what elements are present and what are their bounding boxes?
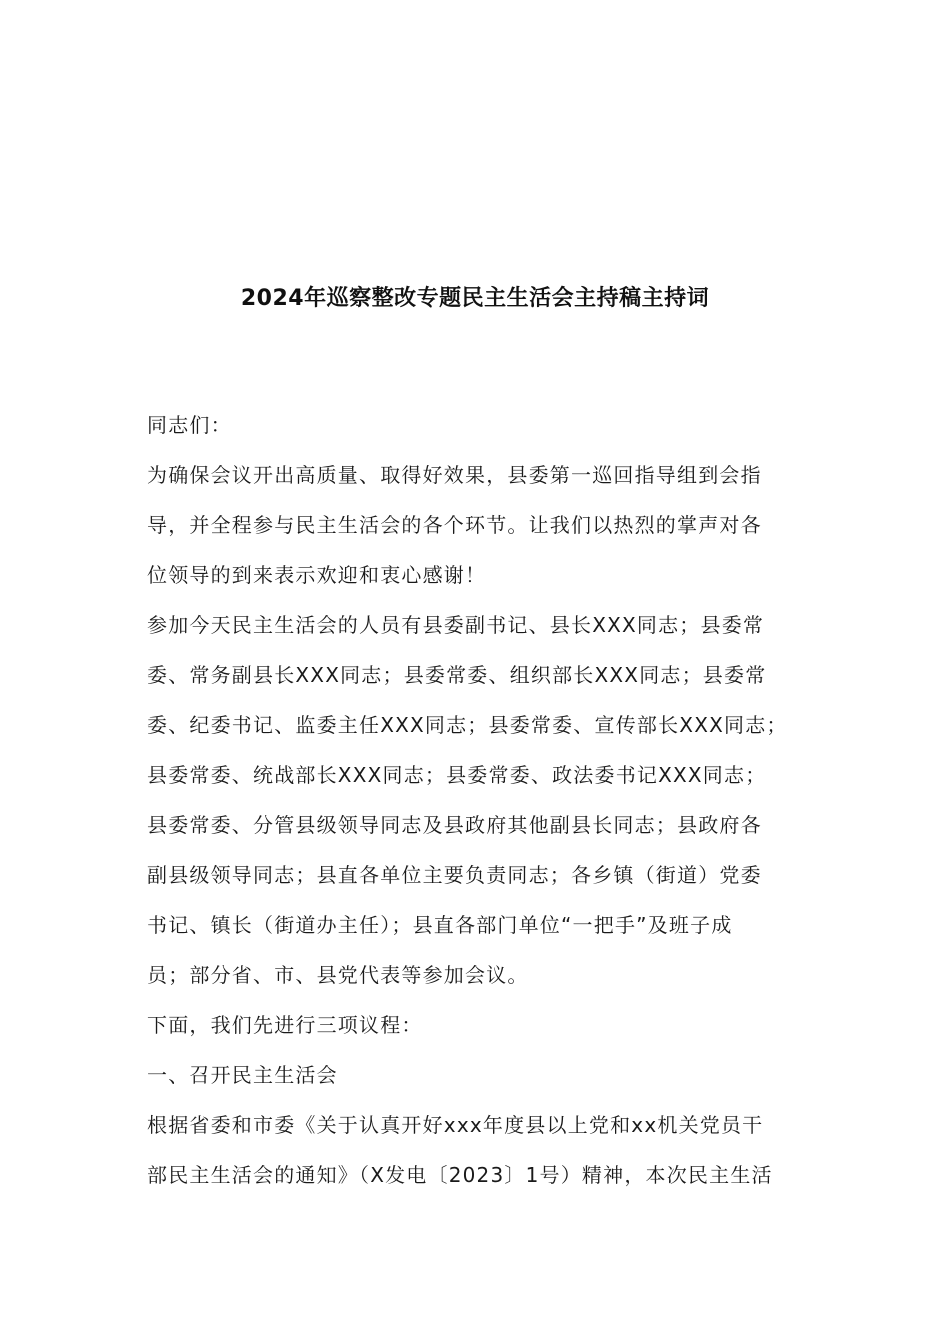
- body-line: 导，并全程参与民主生活会的各个环节。让我们以热烈的掌声对各: [147, 513, 762, 537]
- document-body: [147, 400, 827, 1200]
- body-line: 参加今天民主生活会的人员有县委副书记、县长XXX同志；县委常: [147, 613, 765, 637]
- body-line: 县委常委、分管县级领导同志及县政府其他副县长同志；县政府各: [147, 813, 762, 837]
- body-line: 部民主生活会的通知》（X发电〔2023〕1号）精神，本次民主生活: [147, 1163, 773, 1187]
- body-line: 书记、镇长（街道办主任）；县直各部门单位“一把手”及班子成: [147, 913, 733, 937]
- body-line: 县委常委、统战部长XXX同志；县委常委、政法委书记XXX同志；: [147, 763, 767, 787]
- body-line: 下面，我们先进行三项议程：: [147, 1013, 423, 1037]
- body-line: 委、常务副县长XXX同志；县委常委、组织部长XXX同志；县委常: [147, 663, 767, 687]
- body-line: 为确保会议开出高质量、取得好效果，县委第一巡回指导组到会指: [147, 463, 762, 487]
- body-line: 位领导的到来表示欢迎和衷心感谢！: [147, 563, 487, 587]
- body-line: 员；部分省、市、县党代表等参加会议。: [147, 963, 529, 987]
- greeting-line: 同志们：: [147, 413, 232, 437]
- body-line: 副县级领导同志；县直各单位主要负责同志；各乡镇（街道）党委: [147, 863, 762, 887]
- section-heading: 一、召开民主生活会: [147, 1063, 338, 1087]
- document-title: 2024年巡察整改专题民主生活会主持稿主持词: [240, 286, 710, 311]
- body-line: 根据省委和市委《关于认真开好xxx年度县以上党和xx机关党员干: [147, 1113, 764, 1137]
- body-line: 委、纪委书记、监委主任XXX同志；县委常委、宣传部长XXX同志；: [147, 713, 788, 737]
